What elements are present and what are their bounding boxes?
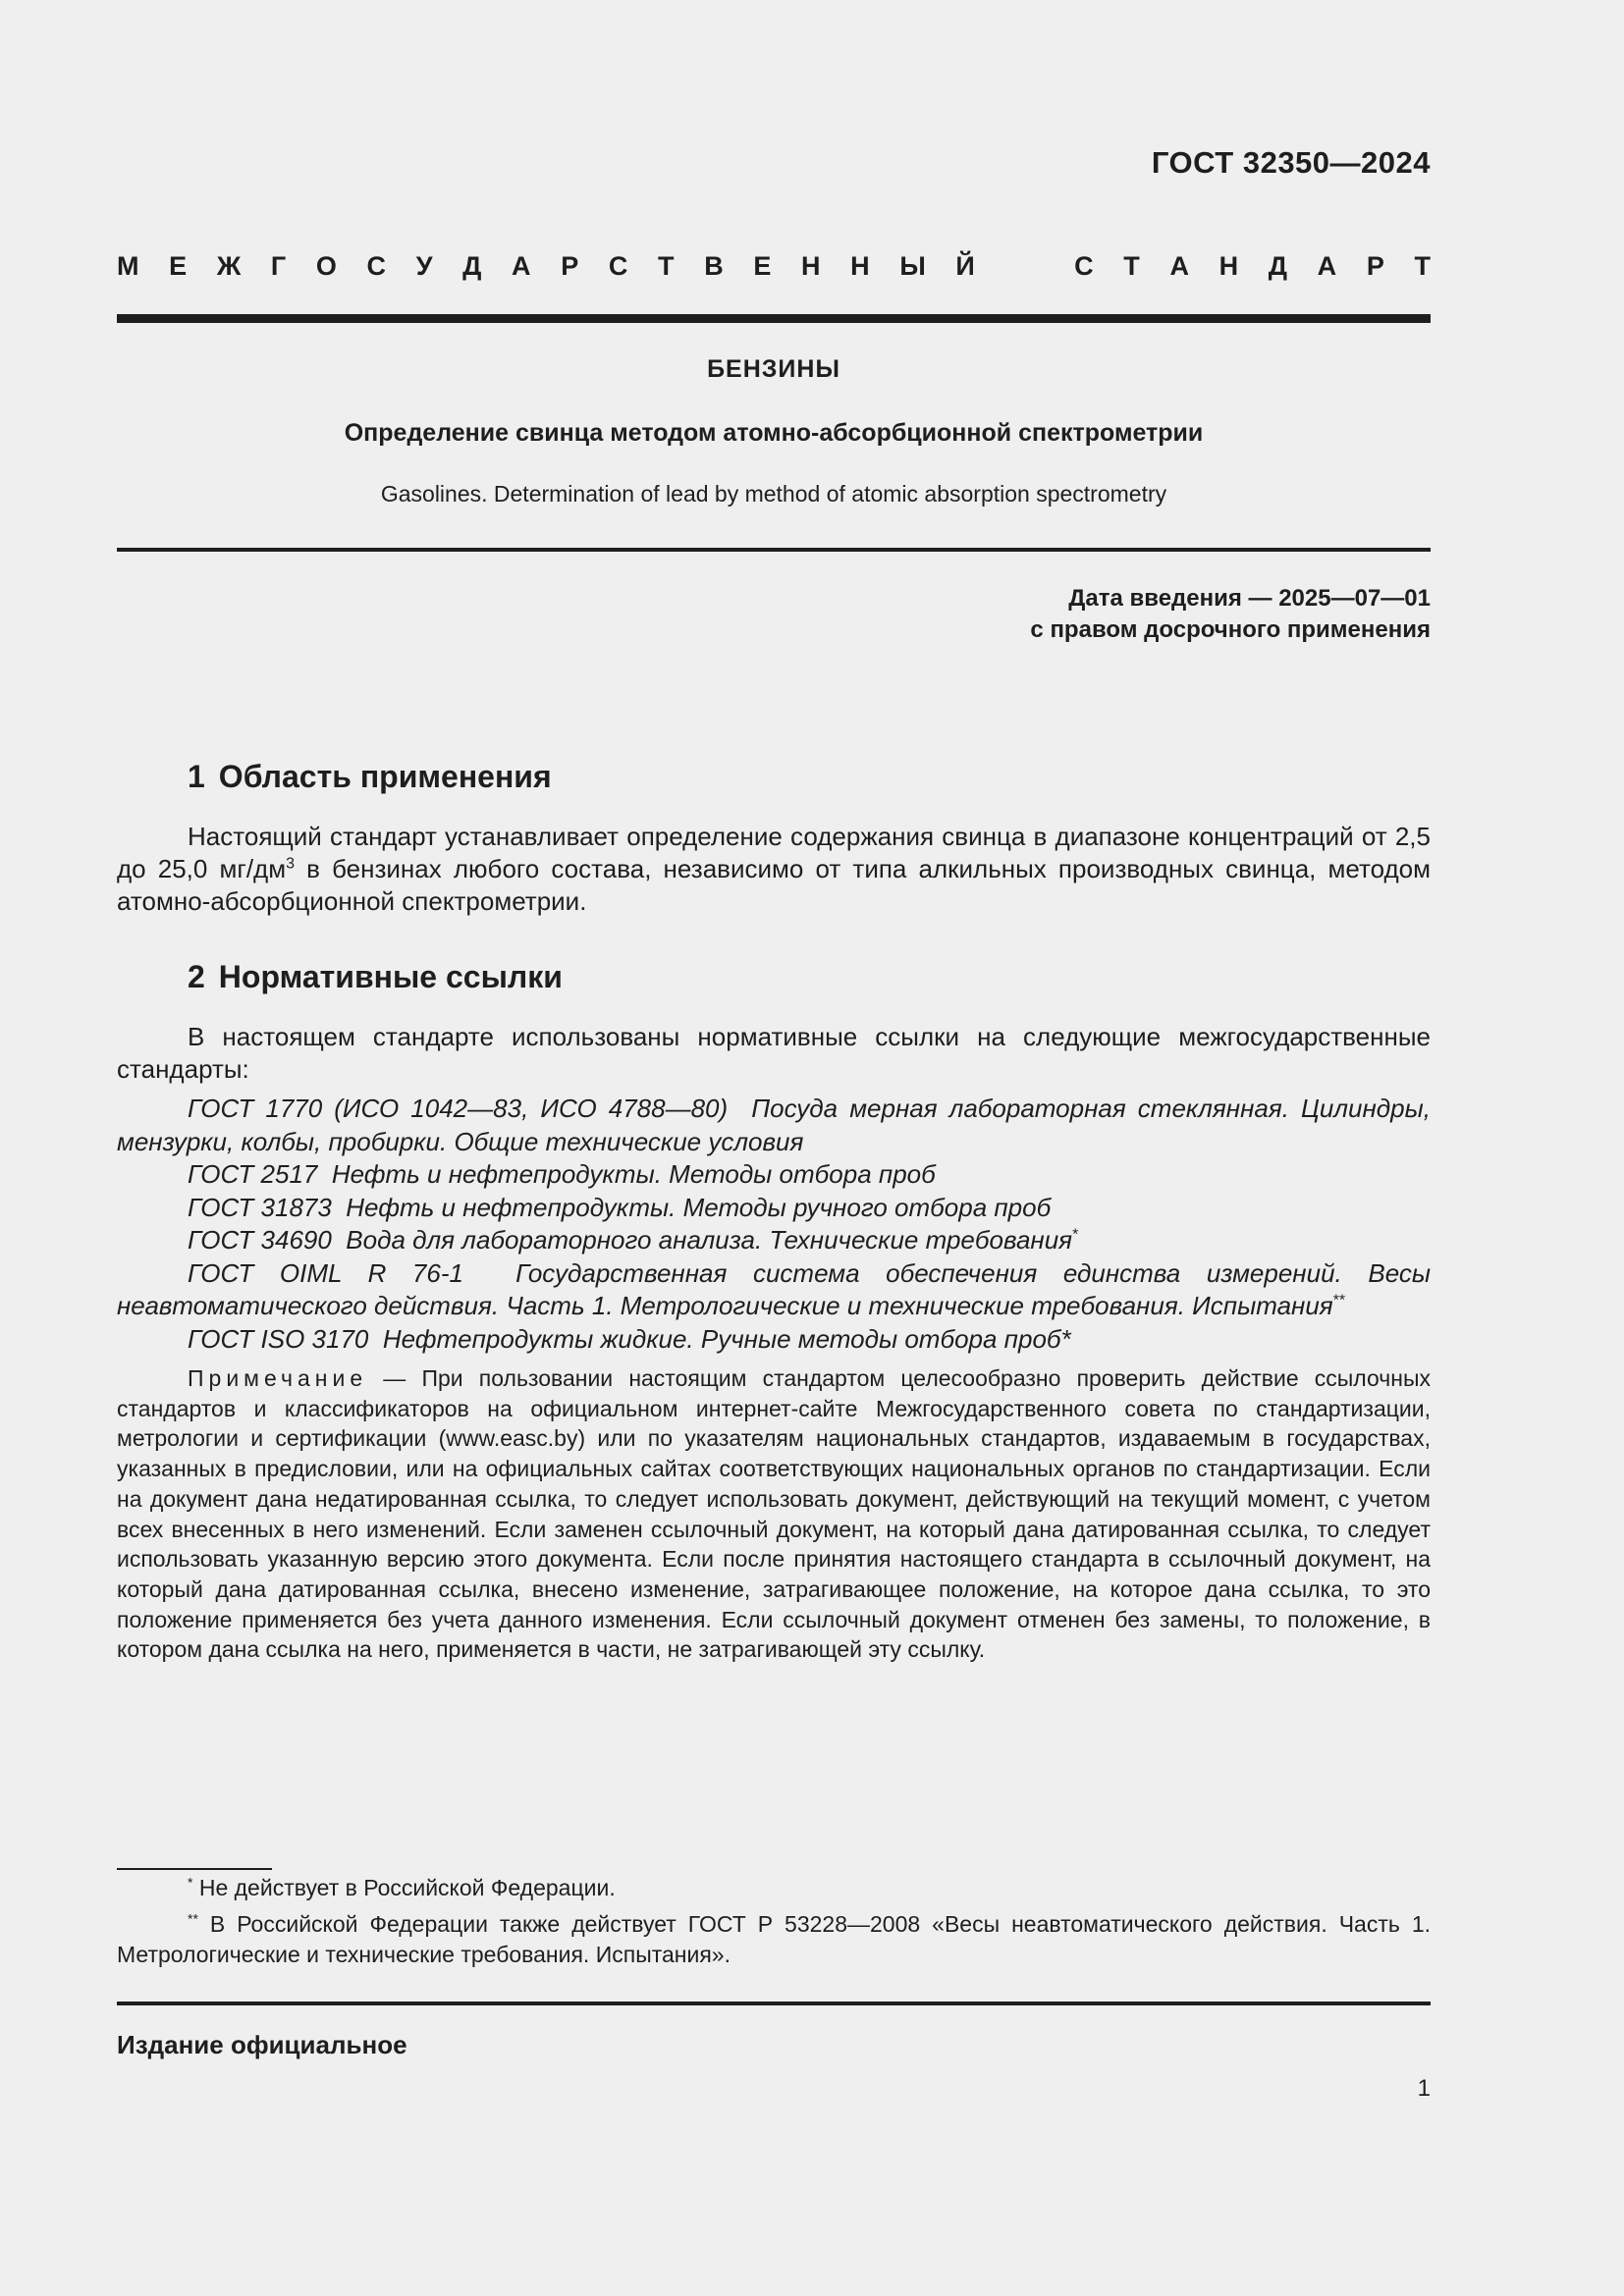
scope-text-cont: в бензинах любого состава, независимо от типа алкильных производных свинца, методом атомно-абсорбционной спектрометрии. [117, 854, 1431, 916]
letter: Н [850, 251, 870, 281]
date-line: Дата введения — 2025—07—01 [1068, 585, 1431, 612]
letter: А [512, 251, 531, 281]
letter: С [366, 251, 387, 281]
title-rule [117, 548, 1431, 552]
letter: О [315, 251, 337, 281]
reference-item [117, 1257, 1431, 1323]
references-list [117, 1093, 1431, 1356]
letter: Н [801, 251, 821, 281]
superscript: 3 [286, 855, 296, 873]
standard-type-heading [117, 251, 1431, 282]
footnote-text: В Российской Федерации также действует ГОСТ Р 53228—2008 «Весы неавтоматического действия. Часть 1. Метрологические и технические требования. Испытания». [117, 1911, 1431, 1967]
reference-code: ГОСТ 31873 [188, 1192, 332, 1222]
page-number: 1 [1417, 2075, 1431, 2102]
letter: М [117, 251, 139, 281]
section-heading-scope [188, 759, 552, 795]
reference-code: ГОСТ OIML R 76-1 [188, 1257, 463, 1288]
footnote-mark: * [1072, 1226, 1079, 1244]
section-number: 2 [188, 959, 205, 994]
edition-label: Издание официальное [117, 2030, 407, 2059]
gost-number: ГОСТ 32350—2024 [1151, 145, 1431, 180]
letter: Т [1123, 251, 1140, 281]
letter: Н [1218, 251, 1239, 281]
reference-item [117, 1192, 1431, 1225]
letter: В [704, 251, 724, 281]
footnote-mark: ** [1332, 1292, 1346, 1309]
footnote-text: Не действует в Российской Федерации. [192, 1875, 616, 1900]
reference-title: Нефть и нефтепродукты. Методы ручного отбора проб [346, 1192, 1052, 1222]
scope-text: Настоящий стандарт устанавливает определение содержания свинца в диапазоне концентраций от 2,5 до 25,0 мг/дм [117, 822, 1431, 883]
footer-rule [117, 2002, 1431, 2005]
letter: А [1317, 251, 1337, 281]
letter: Т [1414, 251, 1431, 281]
letter: Е [753, 251, 772, 281]
reference-item [117, 1158, 1431, 1192]
letter: Ы [899, 251, 926, 281]
footnote-mark: ** [188, 1910, 198, 1927]
header-rule [117, 314, 1431, 323]
document-title-english: Gasolines. Determination of lead by method of atomic absorption spectrometry [380, 481, 1167, 507]
footnote [117, 1873, 1431, 1903]
early-application-line: с правом досрочного применения [1030, 616, 1431, 643]
references-intro-text: В настоящем стандарте использованы нормативные ссылки на следующие межгосударственные стандарты: [117, 1022, 1431, 1084]
note-block [117, 1363, 1431, 1665]
letter: Т [658, 251, 675, 281]
reference-code: ГОСТ 2517 [188, 1159, 318, 1189]
reference-code: ГОСТ 1770 (ИСО 1042—83, ИСО 4788—80) [188, 1094, 729, 1123]
letter: Д [462, 251, 482, 281]
footnote-mark: * [188, 1874, 193, 1891]
introduction-date [1030, 583, 1431, 646]
footnotes [117, 1873, 1431, 1976]
document-subtitle: Определение свинца методом атомно-абсорбционной спектрометрии [344, 419, 1204, 447]
section-number: 1 [188, 759, 205, 794]
section-heading-references [188, 959, 563, 995]
letter: Р [1366, 251, 1384, 281]
reference-item [117, 1323, 1431, 1357]
letter: У [415, 251, 433, 281]
document-title: БЕНЗИНЫ [707, 355, 840, 383]
word-gap [1004, 251, 1044, 282]
note-label: Примечание [188, 1365, 368, 1391]
letter: А [1169, 251, 1189, 281]
reference-code: ГОСТ ISO 3170 [188, 1323, 369, 1354]
letter: Ж [216, 251, 242, 281]
letter: Й [955, 251, 975, 281]
letter: Р [561, 251, 579, 281]
reference-title: Государственная система обеспечения единства измерений. Весы неавтоматического действия. Часть 1. Метрологические и технические требования. Испытания [117, 1257, 1431, 1320]
letter: С [1074, 251, 1094, 281]
footnote [117, 1909, 1431, 1970]
section-title: Область применения [218, 759, 552, 794]
reference-item [117, 1224, 1431, 1257]
note-text: — При пользовании настоящим стандартом целесообразно проверить действие ссылочных стандартов и классификаторов на официальном интернет-сайте Межгосударственного совета по стандартизации, метрологии и сертификации (www.easc.by) или по указателям национальных стандартов, издаваемым в государствах, указанных в предисловии, или на официальных сайтах соответствующих национальных органов по стандартизации. Если на документ дана недатированная ссылка, то следует использовать документ, действующий на текущий момент, с учетом всех внесенных в него изменений. Если заменен ссылочный документ, на который дана датированная ссылка, то следует использовать указанную версию этого документа. Если после принятия настоящего стандарта в ссылочный документ, на который дана датированная ссылка, внесено изменение, затрагивающее положение, на которое дана ссылка, то это положение применяется без учета данного изменения. Если ссылочный документ отменен без замены, то положение, в котором дана ссылка на него, применяется в части, не затрагивающей эту ссылку. [117, 1365, 1431, 1663]
reference-title: Вода для лабораторного анализа. Технические требования [346, 1225, 1073, 1255]
reference-title: Посуда мерная лабораторная стеклянная. Цилиндры, мензурки, колбы, пробирки. Общие технические условия [117, 1094, 1431, 1156]
reference-title: Нефтепродукты жидкие. Ручные методы отбора проб* [382, 1323, 1071, 1354]
reference-item [117, 1093, 1431, 1158]
letter: Д [1268, 251, 1288, 281]
letter: Г [270, 251, 287, 281]
reference-code: ГОСТ 34690 [188, 1225, 332, 1255]
reference-title: Нефть и нефтепродукты. Методы отбора проб [331, 1159, 936, 1189]
footnote-separator [117, 1868, 272, 1870]
letter: С [608, 251, 628, 281]
section-title: Нормативные ссылки [218, 959, 563, 994]
document-page [117, 0, 1431, 2296]
letter: Е [169, 251, 188, 281]
references-intro [117, 1021, 1431, 1086]
scope-paragraph [117, 821, 1431, 918]
